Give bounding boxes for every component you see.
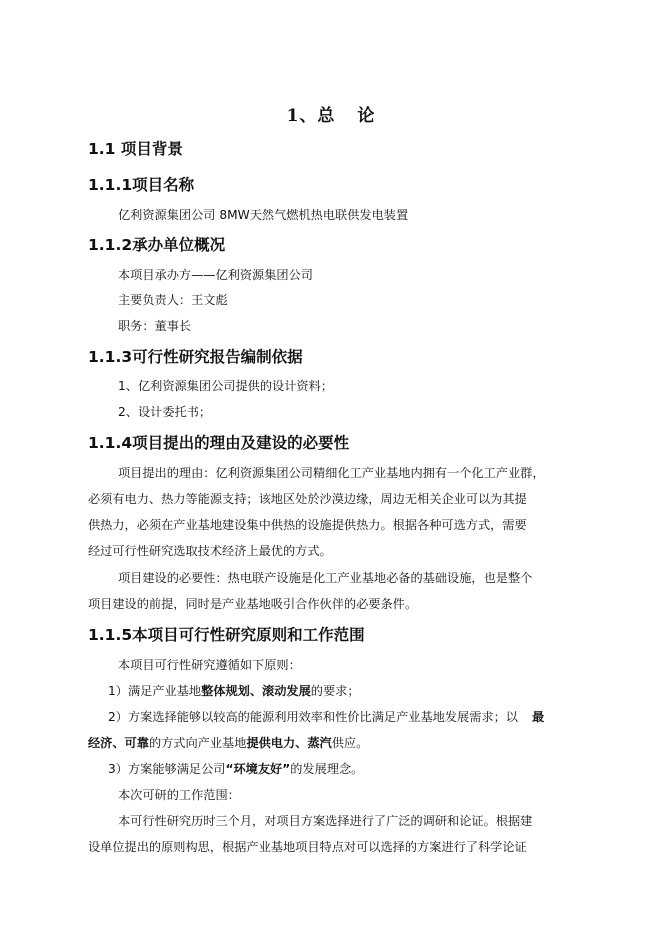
chapter-number: 1、	[286, 106, 318, 126]
reason-line-1: 项目提出的理由：亿利资源集团公司精细化工产业基地内拥有一个化工产业群，	[118, 466, 545, 480]
section-1-1-2-heading: 1.1.2承办单位概况	[88, 236, 226, 254]
principle-2-line-1	[108, 708, 544, 725]
principle-2-text-a: 2）方案选择能够以较高的能源利用效率和性价比满足产业基地发展需求；以	[108, 710, 518, 724]
basis-item-2: 2、设计委托书；	[118, 405, 212, 419]
section-1-1-4-heading: 1.1.4项目提出的理由及建设的必要性	[88, 434, 350, 452]
principle-2-bold-e: 提供电力、蒸汽	[246, 736, 332, 750]
principle-3-bold: “环境友好”	[225, 762, 291, 776]
reason-line-2: 必须有电力、热力等能源支持；该地区处於沙漠边缘，周边无相关企业可以为其提	[88, 492, 527, 506]
section-1-1-heading: 1.1 项目背景	[88, 140, 183, 158]
principles-intro: 本项目可行性研究遵循如下原则：	[118, 658, 301, 672]
principle-1	[108, 682, 360, 699]
principle-2-bold-b: 最	[531, 710, 545, 724]
chapter-title-word1: 总	[317, 106, 336, 126]
principle-1-bold: 整体规划、滚动发展	[201, 684, 311, 698]
position-line: 职务：董事长	[118, 319, 192, 333]
principle-1-text-c: 的要求；	[310, 684, 360, 698]
chapter-title	[0, 101, 662, 126]
project-name-text: 亿利资源集团公司 8MW天然气燃机热电联供发电装置	[118, 208, 409, 222]
scope-line-1: 本可行性研究历时三个月，对项目方案选择进行了广泛的调研和论证。根据建	[118, 814, 533, 828]
responsible-person-line: 主要负责人：王文彪	[118, 293, 228, 307]
principle-2-text-f: 供应。	[331, 736, 369, 750]
chapter-title-word2: 论	[357, 106, 376, 126]
principle-3-text-c: 的发展理念。	[290, 762, 364, 776]
section-1-1-3-heading: 1.1.3可行性研究报告编制依据	[88, 348, 303, 366]
section-1-1-1-heading: 1.1.1项目名称	[88, 176, 195, 194]
reason-line-3: 供热力，必须在产业基地建设集中供热的设施提供热力。根据各种可选方式，需要	[88, 518, 527, 532]
principle-3	[108, 760, 363, 777]
reason-line-4: 经过可行性研究选取技术经济上最优的方式。	[88, 544, 332, 558]
necessity-line-2: 项目建设的前提，同时是产业基地吸引合作伙伴的必要条件。	[88, 597, 418, 611]
necessity-line-1: 项目建设的必要性：热电联产设施是化工产业基地必备的基础设施，也是整个	[118, 571, 533, 585]
sponsor-line: 本项目承办方——亿利资源集团公司	[118, 268, 313, 282]
section-1-1-5-heading: 1.1.5本项目可行性研究原则和工作范围	[88, 626, 365, 644]
basis-item-1: 1、亿利资源集团公司提供的设计资料；	[118, 379, 333, 393]
principle-2-bold-c: 经济、可靠	[88, 736, 149, 750]
principle-2-line-2	[88, 734, 368, 751]
scope-heading: 本次可研的工作范围：	[118, 788, 240, 802]
principle-3-text-a: 3）方案能够满足公司	[108, 762, 226, 776]
principle-1-text-a: 1）满足产业基地	[108, 684, 202, 698]
scope-line-2: 设单位提出的原则构思，根据产业基地项目特点对可以选择的方案进行了科学论证	[88, 840, 527, 854]
principle-2-text-d: 的方式向产业基地	[148, 736, 247, 750]
